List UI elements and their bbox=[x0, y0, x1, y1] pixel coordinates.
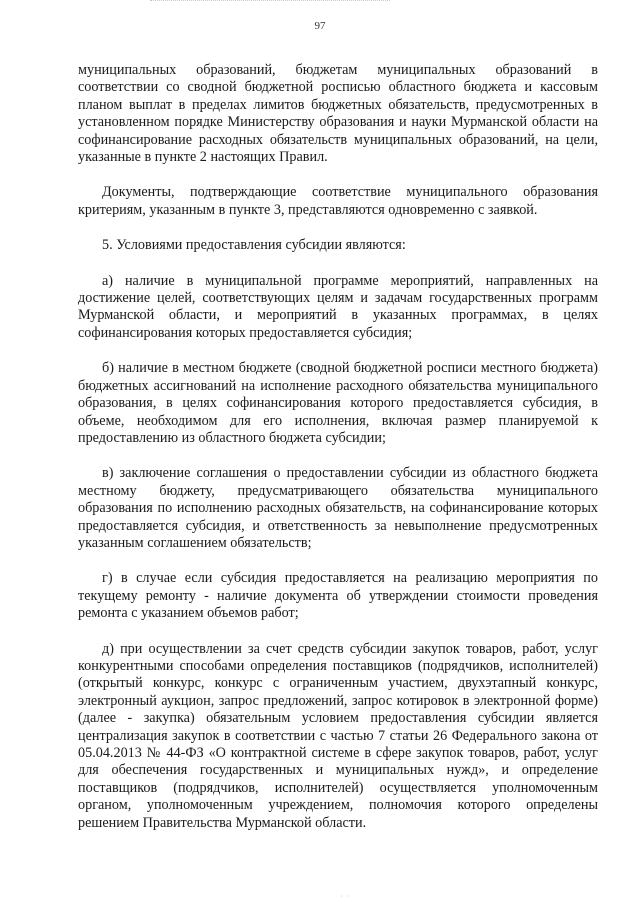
paragraph-item-g: г) в случае если субсидия предоставляется на реализацию мероприятия по текущему ремонту - наличие документа об утверждении стоимости проведения ремонта с указанием объемов работ; bbox=[78, 570, 598, 622]
paragraph-continuation: муниципальных образований, бюджетам муниципальных образований в соответствии со сводной бюджетной росписью областного бюджета и кассовым планом выплат в пределах лимитов бюджетных обязательств, предусмотренных в установленном порядке Министерству образования и науки Мурманской области на софинансирование расходных обязательств муниципальных образований, на цели, указанные в пункте 2 настоящих Правил. bbox=[78, 62, 598, 166]
paragraph-section-5-heading: 5. Условиями предоставления субсидии являются: bbox=[102, 237, 406, 254]
page-number: 97 bbox=[314, 20, 326, 32]
paragraph-item-b: б) наличие в местном бюджете (сводной бюджетной росписи местного бюджета) бюджетных ассигнований на исполнение расходного обязательства муниципального образования, в целях софинансирования которого предоставляется субсидия, в объеме, необходимом для его исполнения, включая размер планируемой к предоставлению из областного бюджета субсидии; bbox=[78, 360, 598, 446]
top-edge-rule bbox=[150, 0, 390, 4]
paragraph-documents: Документы, подтверждающие соответствие муниципального образования критериям, указанным в пункте 3, представляются одновременно с заявкой. bbox=[78, 184, 598, 218]
scan-artifact-mark: · · bbox=[340, 892, 351, 901]
page-body bbox=[78, 62, 598, 850]
paragraph-item-v: в) заключение соглашения о предоставлении субсидии из областного бюджета местному бюджету, предусматривающего обязательства муниципального образования по исполнению расходных обязательств, на софинансирование которых предоставляется субсидия, и ответственность за невыполнение предусмотренных указанным соглашением обязательств; bbox=[78, 465, 598, 551]
paragraph-item-d: д) при осуществлении за счет средств субсидии закупок товаров, работ, услуг конкурентными способами определения поставщиков (подрядчиков, исполнителей) (открытый конкурс, конкурс с ограниченным участием, двухэтапный конкурс, электронный аукцион, запрос предложений, запрос котировок в электронной форме) (далее - закупка) обязательным условием предоставления субсидии является централизация закупок в соответствии с частью 7 статьи 26 Федерального закона от 05.04.2013 № 44-ФЗ «О контрактной системе в сфере закупок товаров, работ, услуг для обеспечения государственных и муниципальных нужд», и определение поставщиков (подрядчиков, исполнителей) осуществляется уполномоченным органом, уполномоченным учреждением, полномочия которого определены решением Правительства Мурманской области. bbox=[78, 640, 598, 831]
paragraph-item-a: а) наличие в муниципальной программе мероприятий, направленных на достижение целей, соответствующих целям и задачам государственных программ Мурманской области, и мероприятий в указанных программах, в целях софинансирования которых предоставляется субсидия; bbox=[78, 272, 598, 341]
